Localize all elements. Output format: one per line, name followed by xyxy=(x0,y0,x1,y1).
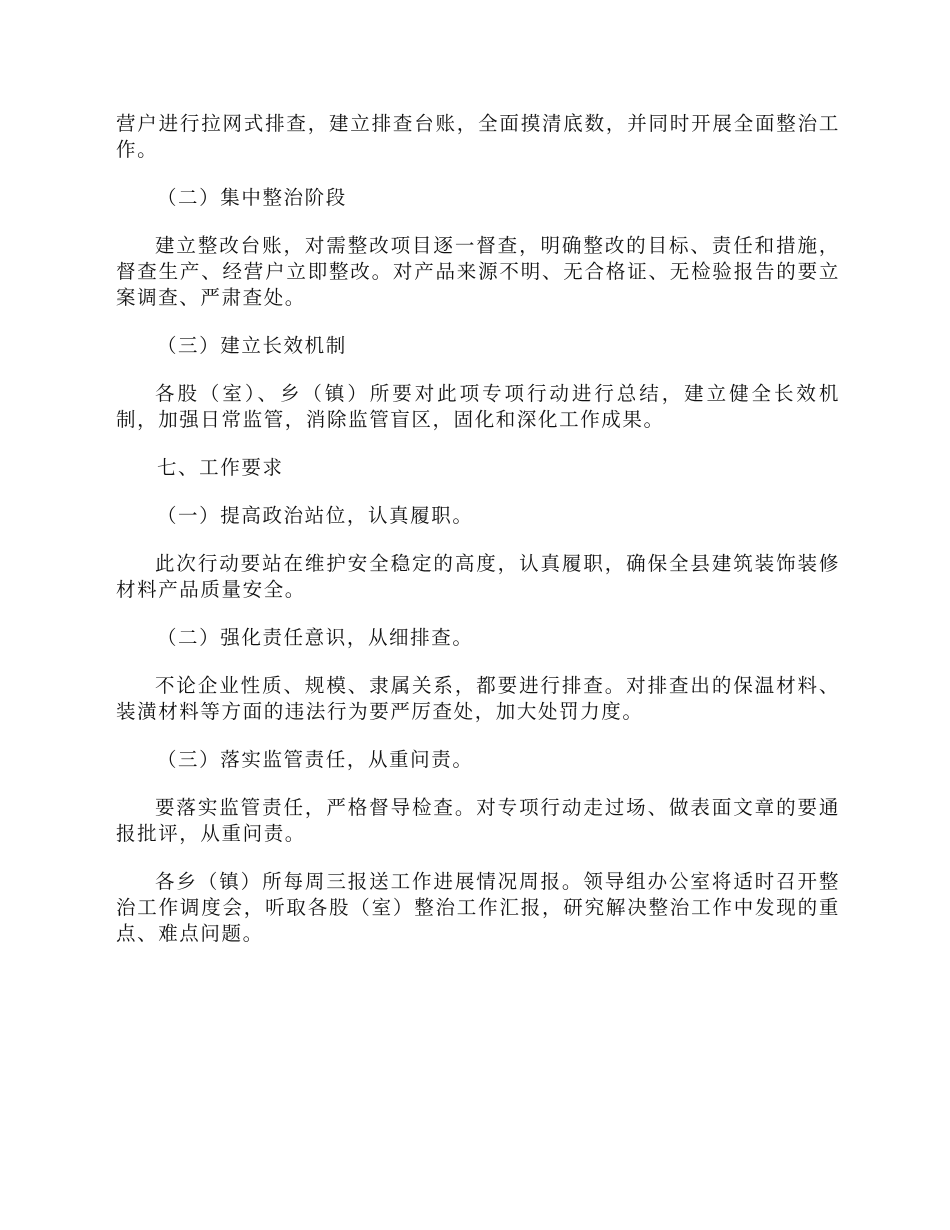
section-heading-work-requirements: 七、工作要求 xyxy=(156,456,284,479)
section-heading-long-term-mechanism: （三）建立长效机制 xyxy=(156,334,347,357)
paragraph-political-stance: 此次行动要站在维护安全稳定的高度，认真履职，确保全县建筑装饰装修材料产品质量安全。 xyxy=(116,552,840,601)
paragraph-weekly-report: 各乡（镇）所每周三报送工作进展情况周报。领导组办公室将适时召开整治工作调度会，听取各股（室）整治工作汇报，研究解决整治工作中发现的重点、难点问题。 xyxy=(116,870,840,945)
subheading-political-stance: （一）提高政治站位，认真履职。 xyxy=(156,504,474,527)
paragraph-supervision: 要落实监管责任，严格督导检查。对专项行动走过场、做表面文章的要通报批评，从重问责。 xyxy=(116,796,840,845)
paragraph-responsibility: 不论企业性质、规模、隶属关系，都要进行排查。对排查出的保温材料、装潢材料等方面的违法行为要严厉查处，加大处罚力度。 xyxy=(116,674,840,723)
subheading-responsibility: （二）强化责任意识，从细排查。 xyxy=(156,626,474,649)
paragraph-long-term-mechanism: 各股（室）、乡（镇）所要对此项专项行动进行总结，建立健全长效机制，加强日常监管，消除监管盲区，固化和深化工作成果。 xyxy=(116,382,840,431)
paragraph-continued: 营户进行拉网式排查，建立排查台账，全面摸清底数，并同时开展全面整治工作。 xyxy=(116,112,840,161)
document-body xyxy=(116,111,840,947)
paragraph-rectification: 建立整改台账，对需整改项目逐一督查，明确整改的目标、责任和措施，督查生产、经营户立即整改。对产品来源不明、无合格证、无检验报告的要立案调查、严肃查处。 xyxy=(116,234,840,309)
subheading-supervision: （三）落实监管责任，从重问责。 xyxy=(156,748,474,771)
section-heading-concentrated-rectification: （二）集中整治阶段 xyxy=(156,186,347,209)
